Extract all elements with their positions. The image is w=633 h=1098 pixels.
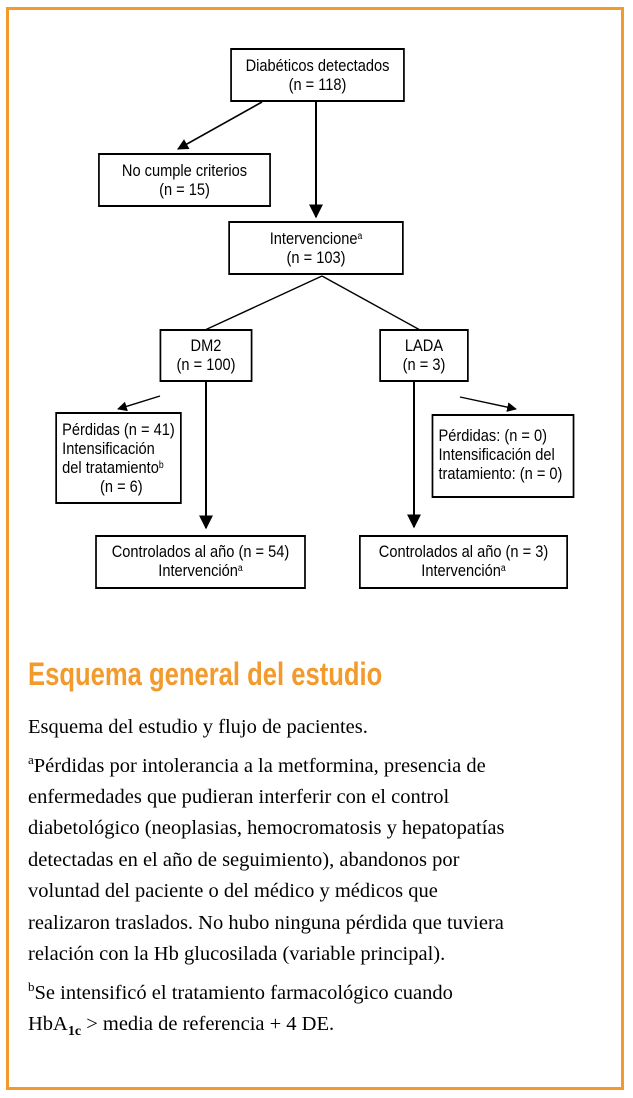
caption-note-b: b [28,978,35,994]
arrow-intervention-to-dm2 [205,276,322,330]
caption-line-8: relación con la Hb glucosilada (variable principal). [28,943,446,966]
arrow-lada-to-losses [460,397,516,409]
lada-losses-line1: Pérdidas: (n = 0) [438,426,547,445]
box-lada-controlled [359,535,568,589]
arrow-dm2-to-losses [118,396,160,409]
lada-controlled-line1: Controlados al año (n = 3) [378,542,549,561]
box-dm2 [160,329,253,382]
dm2-count: (n = 100) [176,355,236,374]
box-detected [230,48,405,102]
lada-losses-line3: tratamiento: (n = 0) [438,464,563,483]
caption-note-a: a [28,751,34,767]
excluded-count: (n = 15) [159,180,210,199]
dm2-losses-count: (n = 6) [100,477,143,496]
lada-losses-line2: Intensificación del [438,445,555,464]
lada-count: (n = 3) [402,355,446,374]
box-lada [379,329,468,382]
caption-line-3: enfermedades que pudieran interferir con el control [28,785,450,808]
caption-line-5: detectadas en el año de seguimiento), abandonos por [28,848,460,871]
caption-last-suffix: > media de referencia + 4 DE. [81,1013,335,1036]
arrow-detected-to-excluded [178,102,262,149]
box-dm2-controlled [95,535,306,589]
dm2-controlled-line2: Intervención [158,561,238,580]
caption-line-7: realizaron traslados. No hubo ninguna pérdida que tuviera [28,911,504,934]
box-intervention [228,221,403,275]
excluded-label: No cumple criterios [121,161,248,180]
dm2-controlled-note: a [237,563,243,574]
dm2-losses-line1: Pérdidas (n = 41) [62,420,175,439]
intervention-count: (n = 103) [286,248,346,267]
box-dm2-losses [55,412,181,504]
dm2-losses-line3: del tratamiento [62,458,159,477]
lada-controlled-line2: Intervención [421,561,501,580]
dm2-label: DM2 [190,336,222,355]
arrow-intervention-to-lada [322,276,420,330]
intervention-label: Intervencione [269,229,358,248]
intervention-note: a [357,231,363,242]
figure-heading: Esquema general del estudio [28,656,383,692]
caption-last-prefix: HbA [28,1013,68,1036]
lada-controlled-note: a [500,563,506,574]
box-excluded [98,153,271,207]
caption-line-2: Pérdidas por intolerancia a la metformina, presencia de [33,754,486,777]
detected-count: (n = 118) [288,75,347,94]
detected-label: Diabéticos detectados [245,56,390,75]
dm2-losses-note: b [158,460,164,471]
caption-line-4: diabetológico (neoplasias, hemocromatosis y hepatopatías [28,817,505,840]
figure-caption [28,712,618,1048]
caption-line-6: voluntad del paciente o del médico y médicos que [28,880,438,903]
dm2-losses-line2: Intensificación [62,439,155,458]
dm2-controlled-line1: Controlados al año (n = 54) [111,542,290,561]
caption-line-9: Se intensificó el tratamiento farmacológico cuando [34,981,453,1004]
caption-last-sub: 1c [67,1024,82,1040]
lada-label: LADA [404,336,444,355]
caption-line-1: Esquema del estudio y flujo de pacientes. [28,716,368,738]
box-lada-losses [432,414,575,498]
